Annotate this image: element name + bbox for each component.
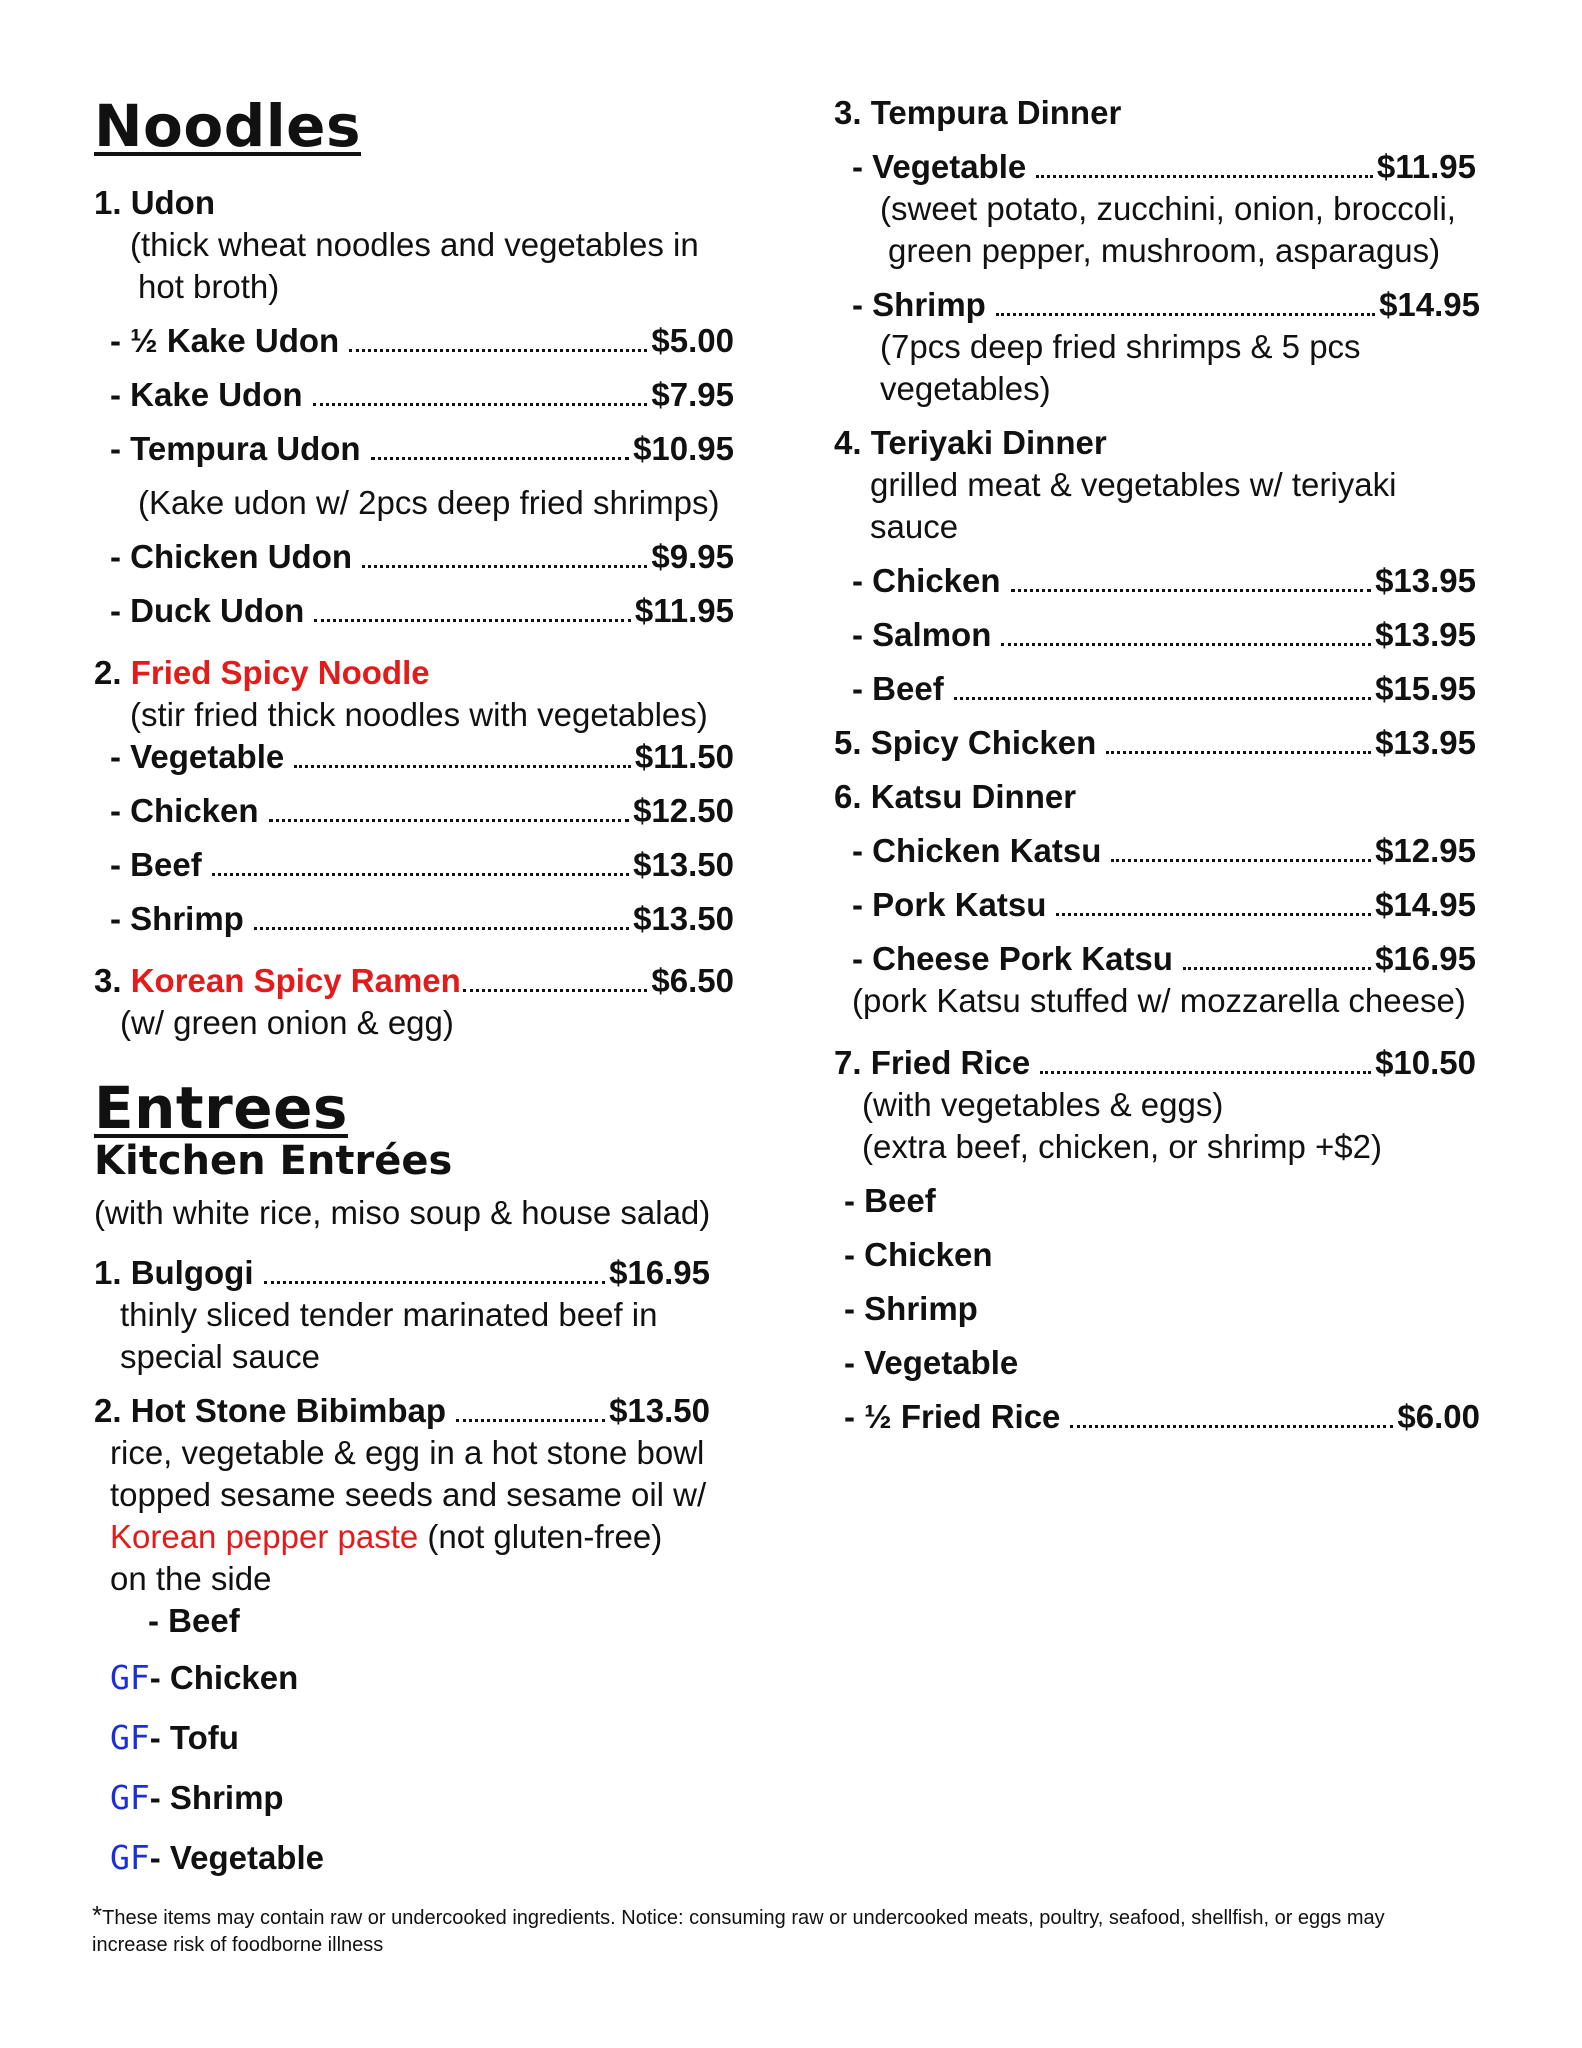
fried-spicy-noodle-title [94,654,430,692]
tempura-veg-desc: (sweet potato, zucchini, onion, broccoli, [880,190,1456,227]
teriyaki-desc: sauce [870,508,959,545]
item-name: - Pork Katsu [852,886,1047,923]
item-price: $15.95 [1375,670,1476,707]
menu-item-fs-vegetable [110,738,734,776]
menu-item-bulgogi [94,1254,710,1292]
item-name: - Chicken Katsu [852,832,1102,869]
bibimbap-desc [110,1518,662,1556]
bibimbap-desc: rice, vegetable & egg in a hot stone bowl [110,1434,705,1471]
item-name: - Shrimp [110,900,244,937]
fried-rice-desc: (with vegetables & eggs) [862,1086,1224,1123]
footer-line: These items may contain raw or undercooked ingredients. Notice: consuming raw or undercooked meats, poultry, seafood, shellfish, or eggs may [102,1907,1385,1929]
gf-tag: GF [110,1718,150,1757]
menu-item-duck-udon [110,592,734,630]
teriyaki-dinner-title: 4. Teriyaki Dinner [834,424,1107,461]
katsu-dinner-title: 6. Katsu Dinner [834,778,1077,815]
item-price: $11.95 [634,592,734,629]
item-price: $16.95 [609,1254,710,1291]
menu-item-teriyaki-salmon [852,616,1476,654]
menu-item-half-fried-rice [844,1398,1480,1436]
tempura-dinner-title: 3. Tempura Dinner [834,94,1122,131]
item-name: - Chicken [110,792,259,829]
bibimbap-option-shrimp [110,1778,284,1817]
ramen-desc: (w/ green onion & egg) [120,1004,454,1041]
menu-item-fs-beef [110,846,734,884]
menu-item-chicken-udon [110,538,734,576]
korean-pepper-paste-text: Korean pepper paste [110,1518,419,1555]
item-price: $12.50 [633,792,734,829]
menu-item-half-kake-udon [110,322,734,360]
menu-item-fs-shrimp [110,900,734,938]
fried-spicy-desc: (stir fried thick noodles with vegetables) [130,696,708,733]
item-name: - Beef [110,846,202,883]
menu-item-pork-katsu [852,886,1476,924]
menu-item-kake-udon [110,376,734,414]
menu-item-chicken-katsu [852,832,1476,870]
item-price: $11.95 [1376,148,1476,185]
entrees-note: (with white rice, miso soup & house salad) [94,1194,711,1231]
option-label: - Chicken [149,1659,299,1696]
item-name: - Cheese Pork Katsu [852,940,1173,977]
item-name: - Chicken Udon [110,538,353,575]
item-number: 3. [94,962,122,999]
item-price: $14.95 [1375,886,1476,923]
fried-rice-option-vegetable: - Vegetable [844,1344,1019,1381]
item-name: - Beef [852,670,944,707]
item-name: - Tempura Udon [110,430,361,467]
menu-item-hot-stone-bibimbap [94,1392,710,1430]
gf-tag: GF [110,1778,150,1817]
katsu-desc: (pork Katsu stuffed w/ mozzarella cheese) [852,982,1466,1019]
item-price: $13.50 [633,900,734,937]
footer-note [92,1900,1385,1931]
item-name: - Salmon [852,616,992,653]
bibimbap-desc: on the side [110,1560,272,1597]
item-price: $13.95 [1375,562,1476,599]
bibimbap-desc: topped sesame seeds and sesame oil w/ [110,1476,707,1513]
bibimbap-option-beef: - Beef [148,1602,240,1639]
item-price: $9.95 [651,538,734,575]
fried-rice-option-beef: - Beef [844,1182,936,1219]
item-price: $6.00 [1397,1398,1480,1435]
item-name: 2. Hot Stone Bibimbap [94,1392,447,1429]
udon-desc: hot broth) [138,268,280,305]
menu-item-fried-rice [834,1044,1476,1082]
item-price: $16.95 [1375,940,1476,977]
item-name: 7. Fried Rice [834,1044,1031,1081]
item-price: $14.95 [1379,286,1480,323]
bibimbap-option-chicken [110,1658,298,1697]
tempura-shrimp-desc: vegetables) [880,370,1051,407]
item-name: - Vegetable [110,738,285,775]
tempura-udon-note: (Kake udon w/ 2pcs deep fried shrimps) [138,484,720,521]
menu-item-cheese-pork-katsu [852,940,1476,978]
item-price: $7.95 [651,376,734,413]
item-name: - Duck Udon [110,592,305,629]
bulgogi-desc: special sauce [120,1338,320,1375]
asterisk: * [92,1900,103,1930]
gf-tag: GF [110,1658,150,1697]
not-gluten-free-text: (not gluten-free) [418,1518,663,1555]
item-price: $11.50 [634,738,734,775]
udon-desc: (thick wheat noodles and vegetables in [130,226,699,263]
item-name: - Kake Udon [110,376,303,413]
item-price: $13.95 [1375,616,1476,653]
option-label: - Tofu [149,1719,239,1756]
item-name: - ½ Kake Udon [110,322,340,359]
noodles-heading: Noodles [94,92,361,160]
option-label: - Shrimp [149,1779,284,1816]
bulgogi-desc: thinly sliced tender marinated beef in [120,1296,658,1333]
item-price: $13.95 [1375,724,1476,761]
menu-item-korean-spicy-ramen [94,962,734,1000]
item-price: $6.50 [651,962,734,999]
menu-item-fs-chicken [110,792,734,830]
item-name: - ½ Fried Rice [844,1398,1061,1435]
item-price: $5.00 [651,322,734,359]
menu-item-tempura-shrimp [852,286,1480,324]
item-name-red: Fried Spicy Noodle [130,654,430,691]
item-name: 5. Spicy Chicken [834,724,1097,761]
item-name: - Shrimp [852,286,986,323]
item-name: - Chicken [852,562,1001,599]
item-number: 2. [94,654,122,691]
fried-rice-option-chicken: - Chicken [844,1236,993,1273]
menu-item-teriyaki-chicken [852,562,1476,600]
item-name-red: Korean Spicy Ramen [130,962,461,999]
option-label: - Vegetable [149,1839,324,1876]
item-price: $12.95 [1375,832,1476,869]
item-price: $13.50 [633,846,734,883]
kitchen-entrees-subheading: Kitchen Entrées [94,1138,453,1184]
bibimbap-option-vegetable [110,1838,324,1877]
item-name: - Vegetable [852,148,1027,185]
fried-rice-desc: (extra beef, chicken, or shrimp +$2) [862,1128,1382,1165]
tempura-shrimp-desc: (7pcs deep fried shrimps & 5 pcs [880,328,1361,365]
bibimbap-option-tofu [110,1718,239,1757]
teriyaki-desc: grilled meat & vegetables w/ teriyaki [870,466,1397,503]
menu-item-spicy-chicken [834,724,1476,762]
item-name: 1. Bulgogi [94,1254,254,1291]
entrees-heading: Entrees [94,1074,348,1142]
menu-item-tempura-udon [110,430,734,468]
fried-rice-option-shrimp: - Shrimp [844,1290,978,1327]
menu-item-tempura-vegetable [852,148,1476,186]
item-price: $10.50 [1375,1044,1476,1081]
footer-note-line2: increase risk of foodborne illness [92,1934,384,1956]
udon-title: 1. Udon [94,184,215,221]
item-price: $10.95 [633,430,734,467]
gf-tag: GF [110,1838,150,1877]
tempura-veg-desc: green pepper, mushroom, asparagus) [888,232,1441,269]
item-price: $13.50 [609,1392,710,1429]
menu-item-teriyaki-beef [852,670,1476,708]
